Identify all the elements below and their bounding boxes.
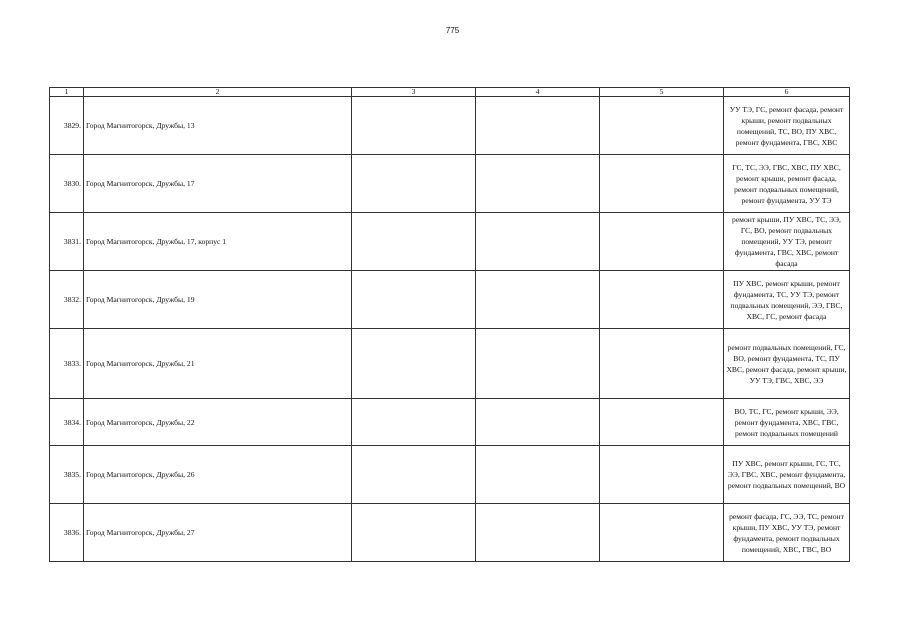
column-3-cell: [352, 97, 476, 155]
column-header-2: 2: [84, 88, 352, 97]
column-4-cell: [476, 213, 600, 271]
works-list-cell: ПУ ХВС, ремонт крыши, ГС, ТС, ЭЭ, ГВС, ХВС, ремонт фундамента, ремонт подвальных помещений, ВО: [724, 446, 850, 504]
row-number: 3835.: [50, 446, 84, 504]
row-number: 3834.: [50, 399, 84, 446]
column-4-cell: [476, 399, 600, 446]
table-row: [50, 155, 850, 213]
row-number: 3831.: [50, 213, 84, 271]
address-cell: Город Магнитогорск, Дружбы, 27: [84, 504, 352, 562]
column-5-cell: [600, 271, 724, 329]
column-3-cell: [352, 213, 476, 271]
row-number: 3836.: [50, 504, 84, 562]
table-row: [50, 504, 850, 562]
column-3-cell: [352, 399, 476, 446]
address-cell: Город Магнитогорск, Дружбы, 17: [84, 155, 352, 213]
column-5-cell: [600, 329, 724, 399]
address-cell: Город Магнитогорск, Дружбы, 13: [84, 97, 352, 155]
table-row: [50, 446, 850, 504]
works-list-cell: ВО, ТС, ГС, ремонт крыши, ЭЭ, ремонт фундамента, ХВС, ГВС, ремонт подвальных помещений: [724, 399, 850, 446]
column-header-6: 6: [724, 88, 850, 97]
column-3-cell: [352, 329, 476, 399]
column-header-4: 4: [476, 88, 600, 97]
address-cell: Город Магнитогорск, Дружбы, 17, корпус 1: [84, 213, 352, 271]
works-list-cell: ремонт фасада, ГС, ЭЭ, ТС, ремонт крыши, ПУ ХВС, УУ ТЭ, ремонт фундамента, ремонт подвальных помещений, ХВС, ГВС, ВО: [724, 504, 850, 562]
table-row: [50, 213, 850, 271]
address-cell: Город Магнитогорск, Дружбы, 26: [84, 446, 352, 504]
housing-register-table: [49, 87, 850, 562]
column-5-cell: [600, 504, 724, 562]
works-list-cell: ремонт подвальных помещений, ГС, ВО, ремонт фундамента, ТС, ПУ ХВС, ремонт фасада, ремонт крыши, УУ ТЭ, ГВС, ХВС, ЭЭ: [724, 329, 850, 399]
column-5-cell: [600, 446, 724, 504]
works-list-cell: УУ ТЭ, ГС, ремонт фасада, ремонт крыши, ремонт подвальных помещений, ТС, ВО, ПУ ХВС, ремонт фундамента, ГВС, ХВС: [724, 97, 850, 155]
column-4-cell: [476, 446, 600, 504]
column-4-cell: [476, 329, 600, 399]
column-5-cell: [600, 155, 724, 213]
address-cell: Город Магнитогорск, Дружбы, 22: [84, 399, 352, 446]
works-list-cell: ПУ ХВС, ремонт крыши, ремонт фундамента, ТС, УУ ТЭ, ремонт подвальных помещений, ЭЭ, ГВС, ХВС, ГС, ремонт фасада: [724, 271, 850, 329]
column-header-1: 1: [50, 88, 84, 97]
address-cell: Город Магнитогорск, Дружбы, 19: [84, 271, 352, 329]
header-row: [50, 88, 850, 97]
column-4-cell: [476, 97, 600, 155]
column-3-cell: [352, 155, 476, 213]
column-4-cell: [476, 155, 600, 213]
page-number: 775: [445, 26, 460, 35]
column-5-cell: [600, 97, 724, 155]
column-header-3: 3: [352, 88, 476, 97]
row-number: 3830.: [50, 155, 84, 213]
row-number: 3833.: [50, 329, 84, 399]
works-list-cell: ГС, ТС, ЭЭ, ГВС, ХВС, ПУ ХВС, ремонт крыши, ремонт фасада, ремонт подвальных помещений, ремонт фундамента, УУ ТЭ: [724, 155, 850, 213]
column-3-cell: [352, 504, 476, 562]
table-row: [50, 329, 850, 399]
column-5-cell: [600, 213, 724, 271]
row-number: 3832.: [50, 271, 84, 329]
row-number: 3829.: [50, 97, 84, 155]
table-row: [50, 399, 850, 446]
column-header-5: 5: [600, 88, 724, 97]
column-5-cell: [600, 399, 724, 446]
address-cell: Город Магнитогорск, Дружбы, 21: [84, 329, 352, 399]
table-row: [50, 271, 850, 329]
works-list-cell: ремонт крыши, ПУ ХВС, ТС, ЭЭ, ГС, ВО, ремонт подвальных помещений, УУ ТЭ, ремонт фундамента, ГВС, ХВС, ремонт фасада: [724, 213, 850, 271]
column-3-cell: [352, 446, 476, 504]
table-row: [50, 97, 850, 155]
column-4-cell: [476, 504, 600, 562]
column-4-cell: [476, 271, 600, 329]
column-3-cell: [352, 271, 476, 329]
